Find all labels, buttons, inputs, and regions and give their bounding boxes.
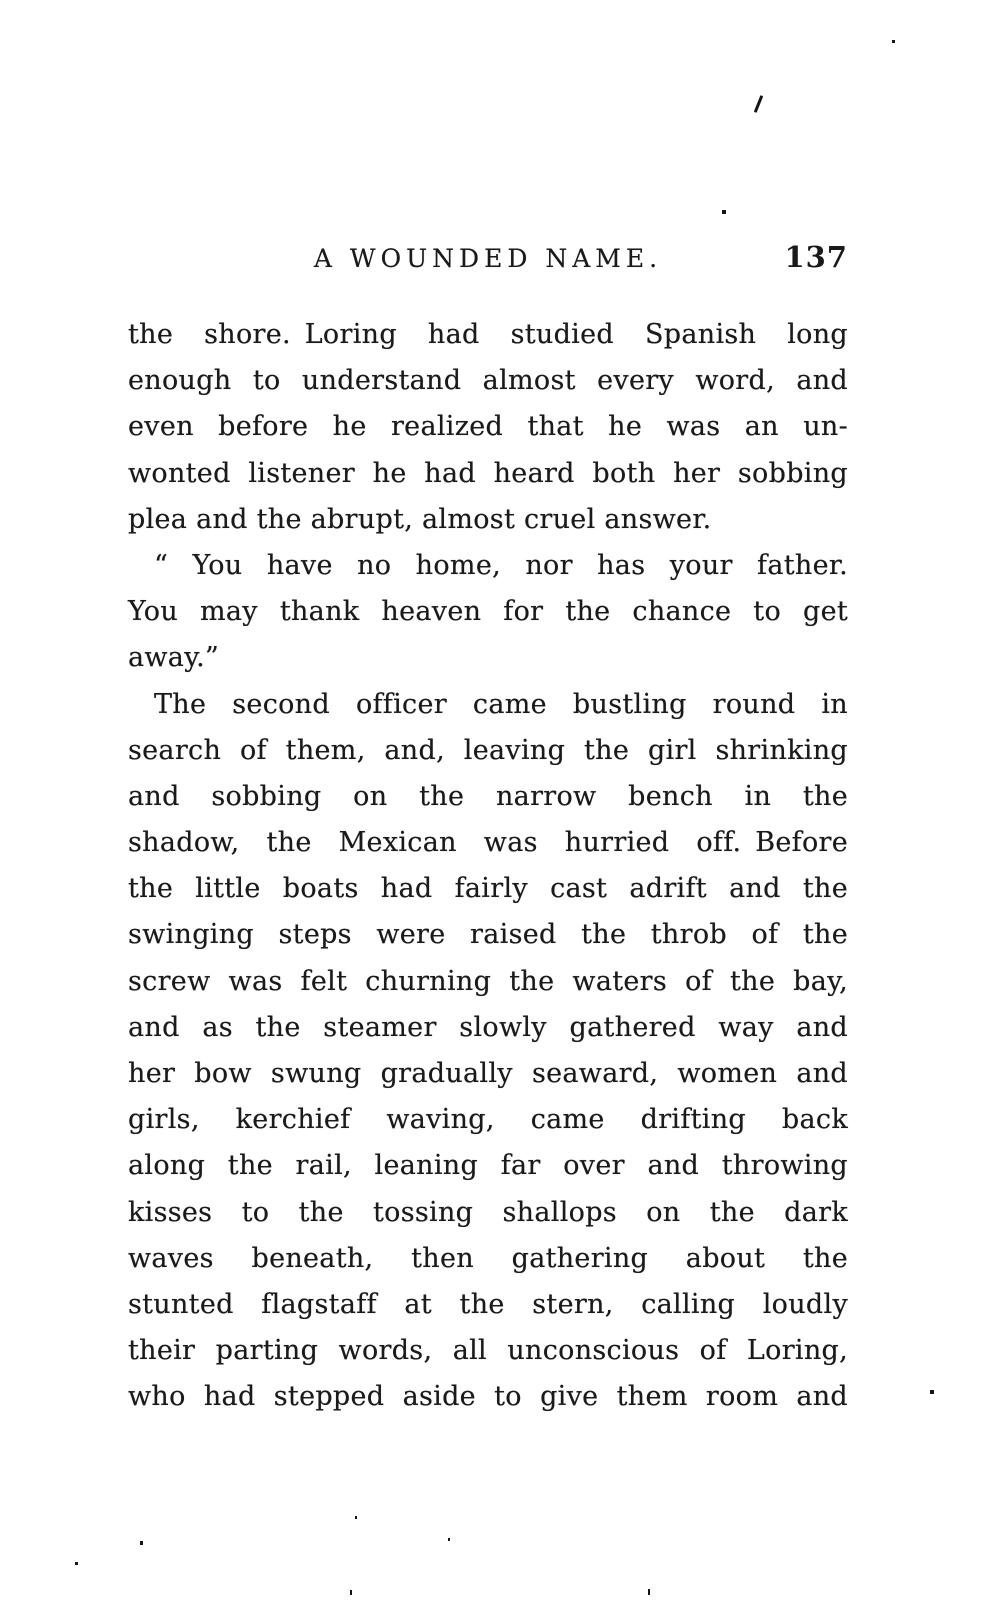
text-line: swinging steps were raised the throb of the <box>128 919 848 951</box>
text-line: her bow swung gradually seaward, women and <box>128 1058 848 1089</box>
text-line: their parting words, all unconscious of Loring, <box>128 1335 848 1367</box>
text-line: away.” <box>128 642 220 674</box>
text-line: search of them, and, leaving the girl shrinking <box>128 734 848 766</box>
text-line: wonted listener he had heard both her sobbing <box>128 457 848 489</box>
text-line: who had stepped aside to give them room and <box>128 1381 848 1413</box>
scan-speck <box>892 40 895 43</box>
text-line: kisses to the tossing shallops on the dark <box>128 1196 848 1228</box>
text-line: shadow, the Mexican was hurried off. Before <box>128 827 848 859</box>
text-line: the shore. Loring had studied Spanish long <box>128 319 848 350</box>
text-line: plea and the abrupt, almost cruel answer. <box>128 503 712 535</box>
running-header <box>128 240 848 280</box>
scan-speck <box>648 1589 650 1595</box>
text-line: The second officer came bustling round in <box>154 688 848 720</box>
text-line: and as the steamer slowly gathered way and <box>128 1011 848 1043</box>
text-line: girls, kerchief waving, came drifting back <box>128 1104 848 1136</box>
text-line: even before he realized that he was an un- <box>128 411 848 443</box>
text-line: waves beneath, then gathering about the <box>128 1242 848 1274</box>
text-line: enough to understand almost every word, and <box>128 365 848 397</box>
text-line: “ You have no home, nor has your father. <box>154 549 848 581</box>
scan-speck <box>930 1390 934 1394</box>
scan-speck <box>355 1516 357 1519</box>
text-line: and sobbing on the narrow bench in the <box>128 780 848 812</box>
text-line: the little boats had fairly cast adrift and the <box>128 873 848 905</box>
running-header-title: A WOUNDED NAME. <box>313 244 663 273</box>
text-line: stunted flagstaff at the stern, calling loudly <box>128 1288 848 1320</box>
scan-speck <box>75 1562 78 1565</box>
text-line: along the rail, leaning far over and throwing <box>128 1150 848 1182</box>
scan-speck <box>350 1590 352 1595</box>
page-number: 137 <box>784 240 848 274</box>
scan-speck <box>448 1538 450 1541</box>
scan-slash-mark <box>754 95 764 113</box>
scan-speck <box>140 1541 143 1545</box>
text-line: screw was felt churning the waters of the bay, <box>128 965 848 997</box>
body-text <box>128 312 848 1421</box>
text-line: You may thank heaven for the chance to get <box>128 596 848 628</box>
scan-speck <box>722 210 726 214</box>
